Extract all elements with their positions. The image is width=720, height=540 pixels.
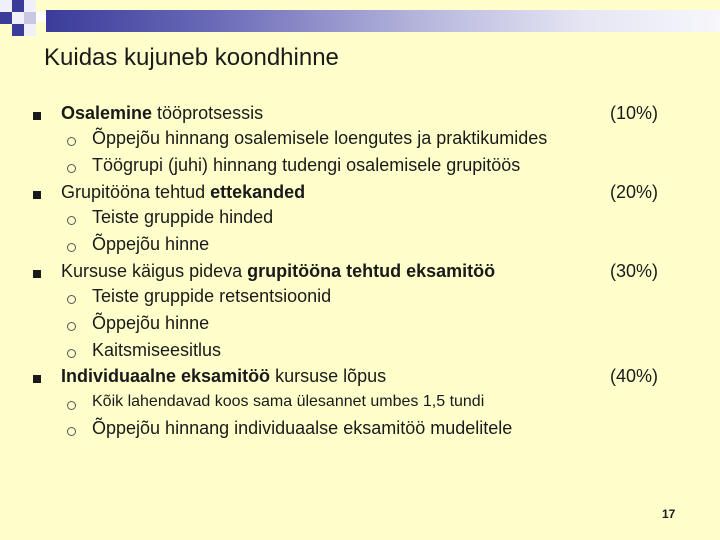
sub-list-item: Kõik lahendavad koos sama ülesannet umbes 1,5 tundi	[92, 393, 485, 410]
deco-square	[12, 12, 24, 24]
deco-square	[36, 12, 46, 22]
bullet-square-icon	[33, 375, 41, 383]
list-item-text: Grupitööna tehtud	[61, 182, 211, 202]
bullet-circle-icon	[67, 137, 76, 146]
deco-square	[12, 24, 24, 36]
list-item-text: Osalemine	[61, 103, 153, 123]
bullet-circle-icon	[67, 295, 76, 304]
sub-list-item: Töögrupi (juhi) hinnang tudengi osalemisele grupitöös	[92, 155, 521, 175]
weight-percent: (10%)	[610, 103, 659, 123]
list-item-text: Kursuse käigus pideva	[61, 261, 248, 281]
deco-square	[0, 12, 12, 24]
list-item-text: ettekanded	[210, 182, 306, 202]
list-item-text: tööprotsessis	[152, 103, 264, 123]
weight-percent: (30%)	[610, 261, 659, 281]
sub-list-item: Õppejõu hinnang osalemisele loengutes ja praktikumides	[92, 128, 548, 148]
bullet-circle-icon	[67, 243, 76, 252]
bullet-square-icon	[33, 191, 41, 199]
weight-percent: (20%)	[610, 182, 659, 202]
list-item	[61, 261, 495, 282]
bullet-square-icon	[33, 112, 41, 120]
bullet-circle-icon	[67, 349, 76, 358]
list-item	[61, 103, 263, 124]
bullet-circle-icon	[67, 401, 76, 410]
deco-square	[24, 0, 36, 12]
page-number: 17	[662, 507, 676, 521]
deco-square	[12, 0, 24, 12]
bullet-circle-icon	[67, 216, 76, 225]
sub-list-item: Teiste gruppide retsentsioonid	[92, 286, 332, 306]
bullet-circle-icon	[67, 427, 76, 436]
list-item-text: Individuaalne eksamitöö	[61, 366, 271, 386]
list-item	[61, 366, 386, 387]
list-item-text: grupitööna tehtud eksamitöö	[247, 261, 496, 281]
sub-list-item: Kaitsmiseesitlus	[92, 340, 222, 360]
deco-square	[24, 24, 36, 36]
sub-list-item: Õppejõu hinne	[92, 234, 210, 254]
list-item-text: kursuse lõpus	[270, 366, 387, 386]
sub-list-item: Teiste gruppide hinded	[92, 207, 274, 227]
deco-square	[0, 0, 12, 12]
bullet-square-icon	[33, 270, 41, 278]
sub-list-item: Õppejõu hinne	[92, 313, 210, 333]
bullet-circle-icon	[67, 164, 76, 173]
list-item	[61, 182, 305, 203]
header-gradient-bar	[46, 10, 720, 32]
weight-percent: (40%)	[610, 366, 659, 386]
deco-square	[24, 12, 36, 24]
sub-list-item: Õppejõu hinnang individuaalse eksamitöö mudelitele	[92, 418, 513, 438]
slide-title: Kuidas kujuneb koondhinne	[44, 44, 339, 71]
bullet-circle-icon	[67, 322, 76, 331]
